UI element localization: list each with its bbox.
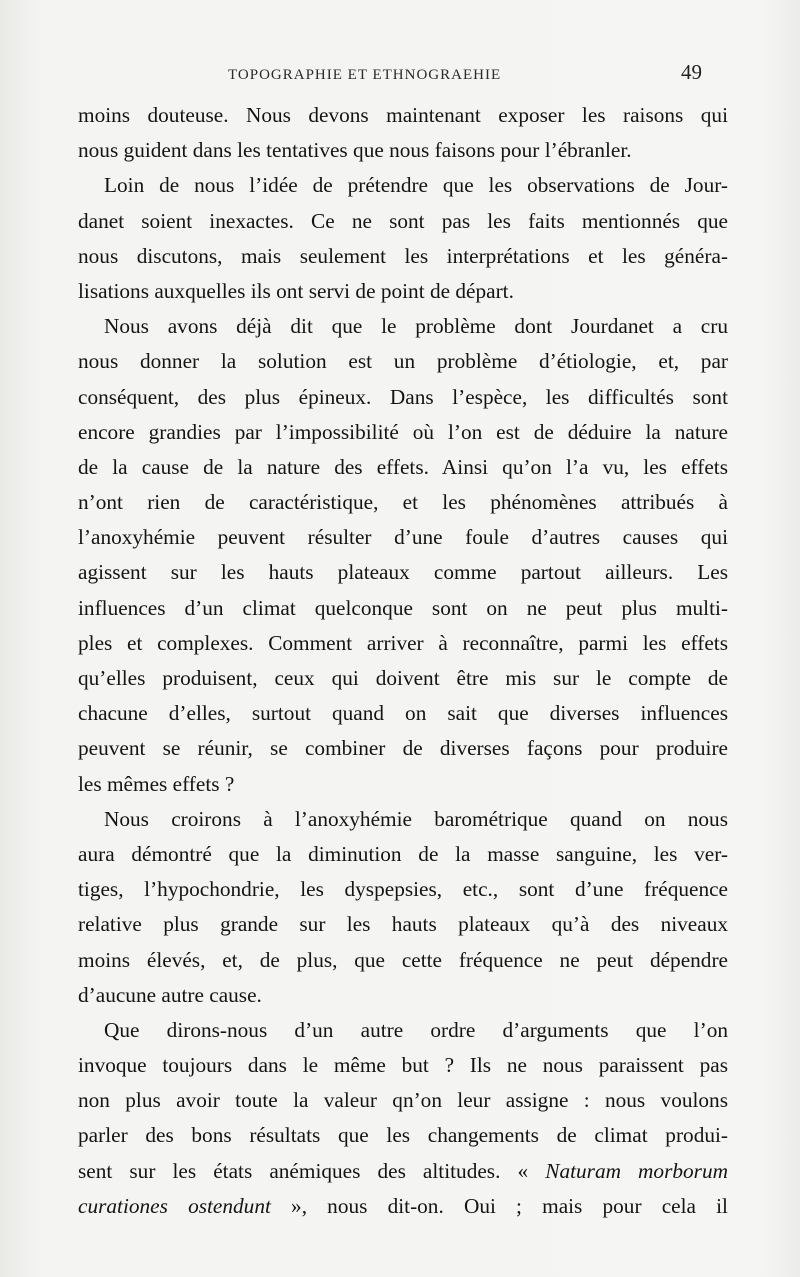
text-line: aura démontré que la diminution de la masse sanguine, les ver- <box>78 841 728 866</box>
latin-quote: Naturam morborum <box>545 1158 728 1183</box>
running-head: TOPOGRAPHIE ET ETHNOGRAEHIE <box>228 67 502 83</box>
text-line: qu’elles produisent, ceux qui doivent être mis sur le compte de <box>78 666 728 690</box>
text-line: danet soient inexactes. Ce ne sont pas les faits mentionnés que <box>78 208 728 233</box>
text-line: Loin de nous l’idée de prétendre que les observations de Jour- <box>104 173 728 198</box>
text-line: de la cause de la nature des effets. Ainsi qu’on l’a vu, les effets <box>78 454 728 479</box>
text-line: non plus avoir toute la valeur qn’on leur assigne : nous voulons <box>78 1088 728 1113</box>
text-line: invoque toujours dans le même but ? Ils ne nous paraissent pas <box>78 1053 728 1078</box>
text-segment: », nous dit-on. Oui ; mais pour cela il <box>270 1193 728 1218</box>
text-line: influences d’un climat quelconque sont on ne peut plus multi- <box>78 595 728 620</box>
text-line <box>78 1154 728 1189</box>
text-line: d’aucune autre cause. <box>78 982 262 1007</box>
text-line: peuvent se réunir, se combiner de diverses façons pour produire <box>78 736 728 761</box>
page-header <box>78 60 728 90</box>
text-line: Que dirons-nous d’un autre ordre d’arguments que l’on <box>104 1017 728 1042</box>
paragraph <box>78 309 728 802</box>
quote-open: « <box>517 1158 546 1183</box>
page-number: 49 <box>681 60 702 84</box>
text-line: moins douteuse. Nous devons maintenant exposer les raisons qui <box>78 103 728 127</box>
text-line: moins élevés, et, de plus, que cette fréquence ne peut dépendre <box>78 947 728 972</box>
body-text <box>78 98 728 1224</box>
text-line: nous donner la solution est un problème d’étiologie, et, par <box>78 349 728 374</box>
latin-quote: curationes ostendunt <box>78 1193 271 1218</box>
text-line <box>78 1189 728 1224</box>
text-line: Nous avons déjà dit que le problème dont Jourdanet a cru <box>104 314 728 339</box>
text-line: lisations auxquelles ils ont servi de point de départ. <box>78 278 514 303</box>
paragraph <box>78 168 728 309</box>
text-line: chacune d’elles, surtout quand on sait que diverses influences <box>78 701 728 726</box>
text-line: ples et complexes. Comment arriver à reconnaître, parmi les effets <box>78 630 728 655</box>
paragraph <box>78 802 728 1013</box>
text-line: agissent sur les hauts plateaux comme partout ailleurs. Les <box>78 560 728 585</box>
paragraph <box>78 98 728 168</box>
text-line: l’anoxyhémie peuvent résulter d’une foule d’autres causes qui <box>78 525 728 550</box>
text-segment: sent sur les états anémiques des altitudes. <box>78 1158 501 1183</box>
text-line: parler des bons résultats que les changements de climat produi- <box>78 1123 728 1148</box>
text-line: relative plus grande sur les hauts plateaux qu’à des niveaux <box>78 912 728 937</box>
text-line: les mêmes effets ? <box>78 771 235 796</box>
text-line: n’ont rien de caractéristique, et les phénomènes attribués à <box>78 490 728 515</box>
paragraph <box>78 1013 728 1224</box>
text-line: encore grandies par l’impossibilité où l’on est de déduire la nature <box>78 419 728 444</box>
text-line: nous guident dans les tentatives que nous faisons pour l’ébranler. <box>78 138 632 163</box>
text-line: tiges, l’hypochondrie, les dyspepsies, etc., sont d’une fréquence <box>78 877 728 902</box>
text-line: conséquent, des plus épineux. Dans l’espèce, les difficultés sont <box>78 384 728 409</box>
text-line: nous discutons, mais seulement les interprétations et les généra- <box>78 243 728 268</box>
text-line: Nous croirons à l’anoxyhémie barométrique quand on nous <box>104 806 728 831</box>
